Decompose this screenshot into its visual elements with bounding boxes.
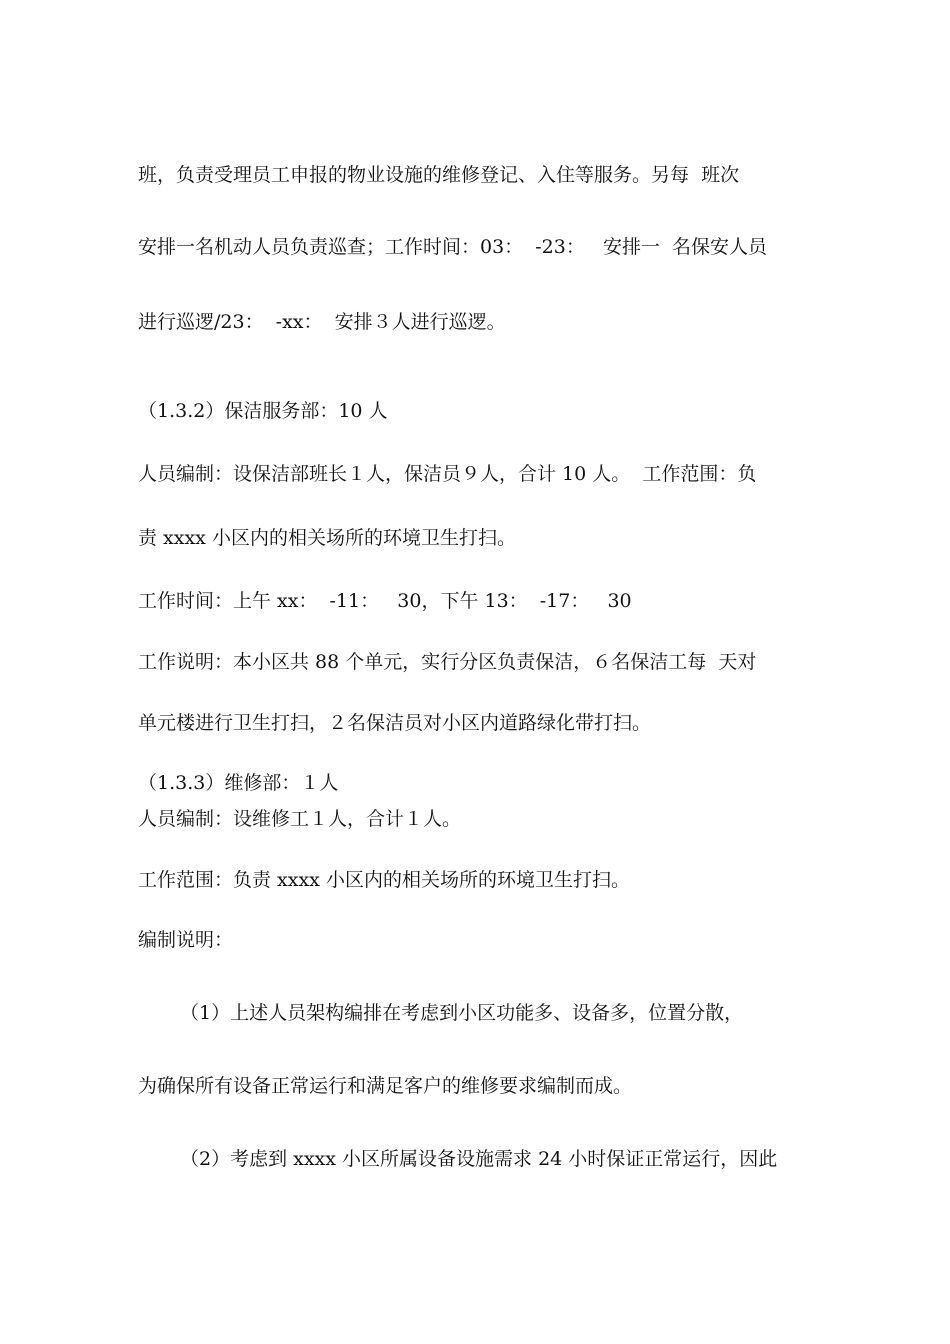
section-heading-1-3-2: （1.3.2）保洁服务部：10 人 [138, 400, 388, 422]
text-line-16: （2）考虑到 xxxx 小区所属设备设施需求 24 小时保证正常运行，因此 [180, 1148, 778, 1170]
text-line-9: 单元楼进行卫生打扫，２名保洁员对小区内道路绿化带打扫。 [138, 712, 652, 734]
text-line-14: （1）上述人员架构编排在考虑到小区功能多、设备多，位置分散， [180, 1002, 744, 1024]
text-line-7: 工作时间：上午 xx： -11： 30，下午 13： -17： 30 [138, 590, 632, 612]
text-line-1: 班，负责受理员工申报的物业设施的维修登记、入住等服务。另每 班次 [138, 164, 740, 186]
text-line-5: 人员编制：设保洁部班长１人，保洁员９人，合计 10 人。 工作范围：负 [138, 463, 757, 485]
text-line-11: 人员编制：设维修工１人，合计１人。 [138, 808, 462, 830]
section-heading-1-3-3: （1.3.3）维修部：１人 [138, 772, 339, 794]
text-line-2: 安排一名机动人员负责巡查；工作时间：03： -23： 安排一 名保安人员 [138, 236, 768, 258]
text-line-15: 为确保所有设备正常运行和满足客户的维修要求编制而成。 [138, 1075, 633, 1097]
text-line-6: 责 xxxx 小区内的相关场所的环境卫生打扫。 [138, 527, 516, 549]
text-line-12: 工作范围：负责 xxxx 小区内的相关场所的环境卫生打扫。 [138, 869, 630, 891]
text-line-13: 编制说明： [138, 929, 234, 951]
text-line-8: 工作说明：本小区共 88 个单元，实行分区负责保洁，６名保洁工每 天对 [138, 651, 757, 673]
text-line-3: 进行巡逻/23： -xx： 安排３人进行巡逻。 [138, 311, 506, 333]
